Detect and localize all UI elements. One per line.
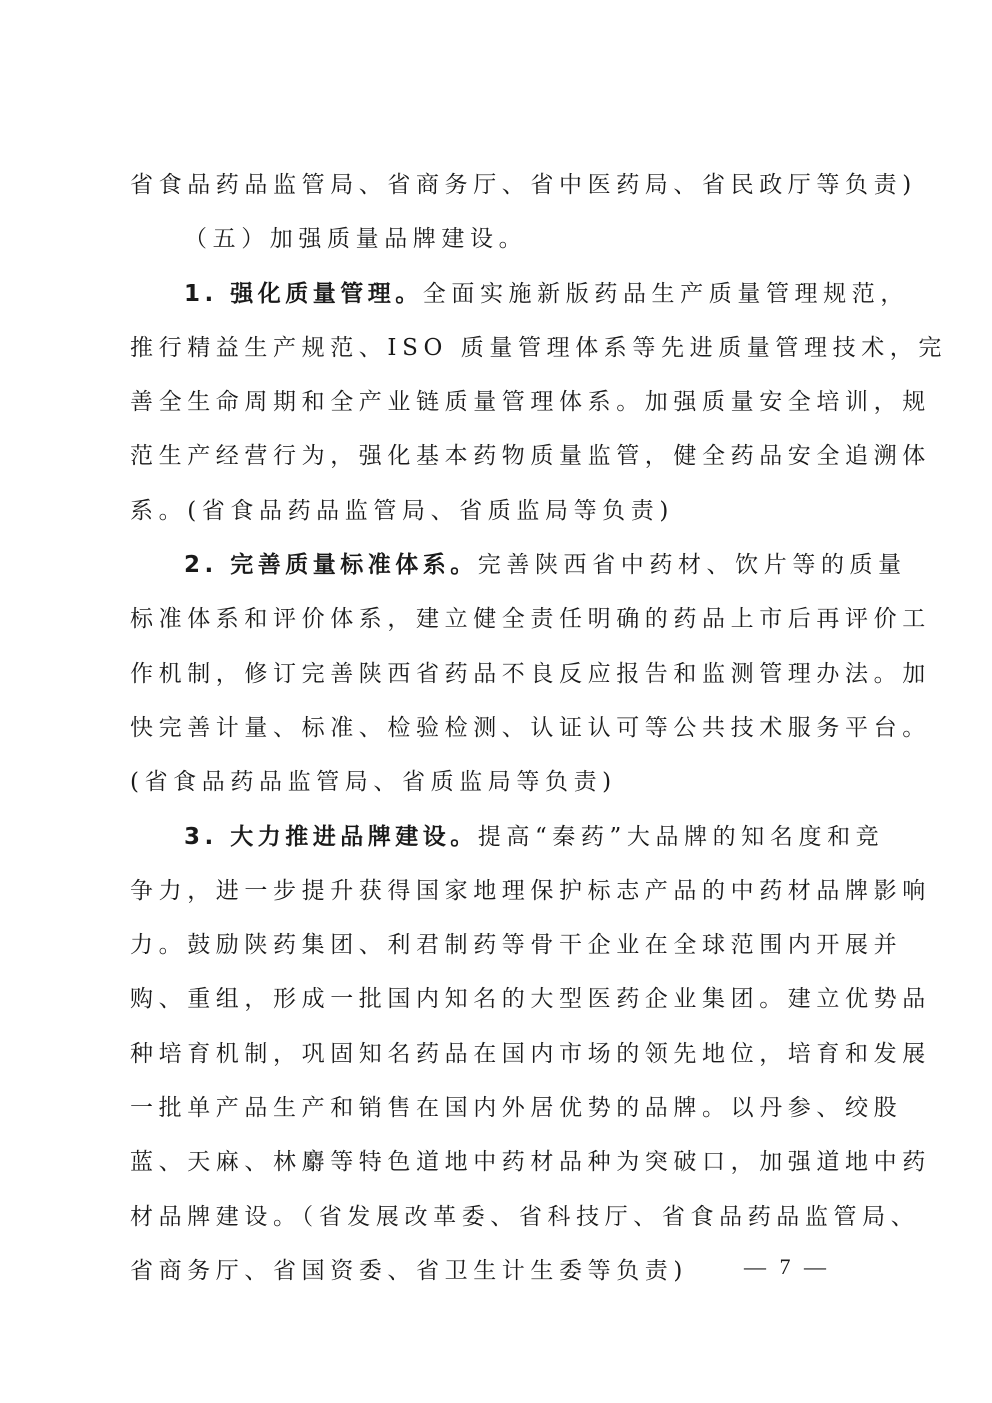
item-title: 2. 完善质量标准体系。 (184, 552, 478, 579)
item-text: 完善陕西省中药材、饮片等的质量 (477, 552, 907, 579)
paragraph-line: 种培育机制，巩固知名药品在国内市场的领先地位，培育和发展 (130, 1040, 931, 1067)
section-heading: （五）加强质量品牌建设。 (184, 226, 528, 253)
paragraph-line: 省商务厅、省国资委、省卫生计生委等负责) (130, 1257, 688, 1284)
paragraph-line: 范生产经营行为，强化基本药物质量监管，健全药品安全追溯体 (130, 443, 931, 470)
item-title: 3. 大力推进品牌建设。 (184, 823, 478, 850)
paragraph-line: 材品牌建设。（省发展改革委、省科技厅、省食品药品监管局、 (130, 1203, 920, 1230)
paragraph-line: 善全生命周期和全产业链质量管理体系。加强质量安全培训，规 (130, 389, 931, 416)
paragraph-line: 争力，进一步提升获得国家地理保护标志产品的中药材品牌影响 (130, 877, 931, 904)
paragraph-line (130, 810, 885, 864)
page-number: — 7 — (744, 1254, 830, 1279)
paragraph-line: (省食品药品监管局、省质监局等负责) (130, 769, 617, 796)
item-text: 全面实施新版药品生产质量管理规范， (422, 280, 909, 307)
paragraph-line: 一批单产品生产和销售在国内外居优势的品牌。以丹参、绞股 (130, 1095, 903, 1122)
paragraph-line: 快完善计量、标准、检验检测、认证认可等公共技术服务平台。 (130, 714, 931, 741)
paragraph-line: 推行精益生产规范、ISO 质量管理体系等先进质量管理技术，完 (130, 334, 948, 361)
paragraph-line: 作机制，修订完善陕西省药品不良反应报告和监测管理办法。加 (130, 660, 931, 687)
paragraph-line (130, 538, 907, 592)
body-text (130, 158, 948, 1298)
continuation-line: 省食品药品监管局、省商务厅、省中医药局、省民政厅等负责) (130, 172, 917, 198)
paragraph-line: 标准体系和评价体系，建立健全责任明确的药品上市后再评价工 (130, 606, 931, 633)
paragraph-line: 购、重组，形成一批国内知名的大型医药企业集团。建立优势品 (130, 986, 931, 1013)
paragraph-line: 蓝、天麻、林麝等特色道地中药材品种为突破口，加强道地中药 (130, 1149, 931, 1176)
paragraph-line (130, 267, 909, 321)
paragraph-line: 系。(省食品药品监管局、省质监局等负责) (130, 497, 674, 524)
item-text: 提高“秦药”大品牌的知名度和竞 (477, 823, 885, 850)
item-title: 1. 强化质量管理。 (184, 280, 423, 307)
paragraph-line: 力。鼓励陕药集团、利君制药等骨干企业在全球范围内开展并 (130, 932, 903, 959)
